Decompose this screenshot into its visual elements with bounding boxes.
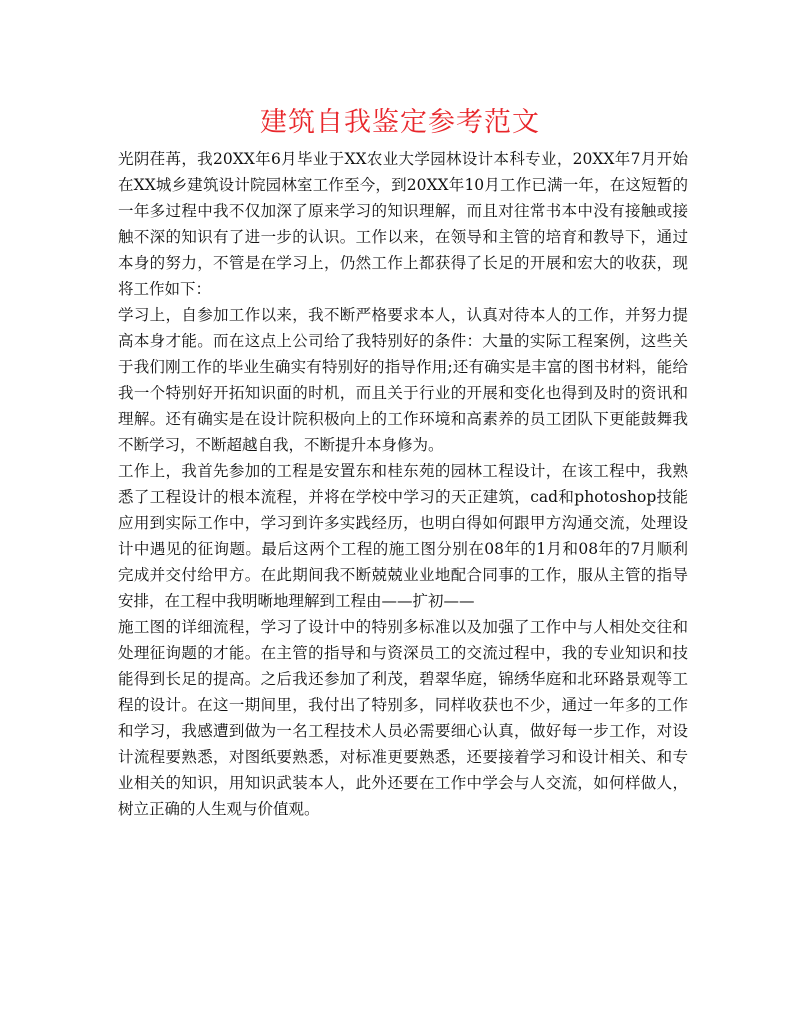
document-body xyxy=(118,146,688,822)
paragraph-work-continued: 施工图的详细流程，学习了设计中的特别多标准以及加强了工作中与人相处交往和处理征询题的才能。在主管的指导和与资深员工的交流过程中，我的专业知识和技能得到长足的提高。之后我还参加了利茂，碧翠华庭，锦绣华庭和北环路景观等工程的设计。在这一期间里，我付出了特别多，同样收获也不少，通过一年多的工作和学习，我感遭到做为一名工程技术人员必需要细心认真，做好每一步工作，对设计流程要熟悉，对图纸要熟悉，对标准更要熟悉，还要接着学习和设计相关、和专业相关的知识，用知识武装本人，此外还要在工作中学会与人交流，如何样做人，树立正确的人生观与价值观。 xyxy=(118,618,688,818)
paragraph-work: 工作上，我首先参加的工程是安置东和桂东苑的园林工程设计，在该工程中，我熟悉了工程设计的根本流程，并将在学校中学习的天正建筑，cad和photoshop技能应用到实际工作中，学习到许多实践经历，也明白得如何跟甲方沟通交流，处理设计中遇见的征询题。最后这两个工程的施工图分别在08年的1月和08年的7月顺利完成并交付给甲方。在此期间我不断兢兢业业地配合同事的工作，服从主管的指导安排，在工程中我明晰地理解到工程由——扩初—— xyxy=(118,462,688,610)
paragraph-study: 学习上，自参加工作以来，我不断严格要求本人，认真对待本人的工作，并努力提高本身才能。而在这点上公司给了我特别好的条件：大量的实际工程案例，这些关于我们刚工作的毕业生确实有特别好的指导作用;还有确实是丰富的图书材料，能给我一个特别好开拓知识面的时机，而且关于行业的开展和变化也得到及时的资讯和理解。还有确实是在设计院积极向上的工作环境和高素养的员工团队下更能鼓舞我不断学习，不断超越自我，不断提升本身修为。 xyxy=(118,306,688,454)
paragraph-intro: 光阴荏苒，我20XX年6月毕业于XX农业大学园林设计本科专业，20XX年7月开始在XX城乡建筑设计院园林室工作至今，到20XX年10月工作已满一年，在这短暂的一年多过程中我不仅加深了原来学习的知识理解，而且对往常书本中没有接触或接触不深的知识有了进一步的认识。工作以来，在领导和主管的培育和教导下，通过本身的努力，不管是在学习上，仍然工作上都获得了长足的开展和宏大的收获，现将工作如下： xyxy=(118,150,688,298)
document-title: 建筑自我鉴定参考范文 xyxy=(260,107,540,138)
